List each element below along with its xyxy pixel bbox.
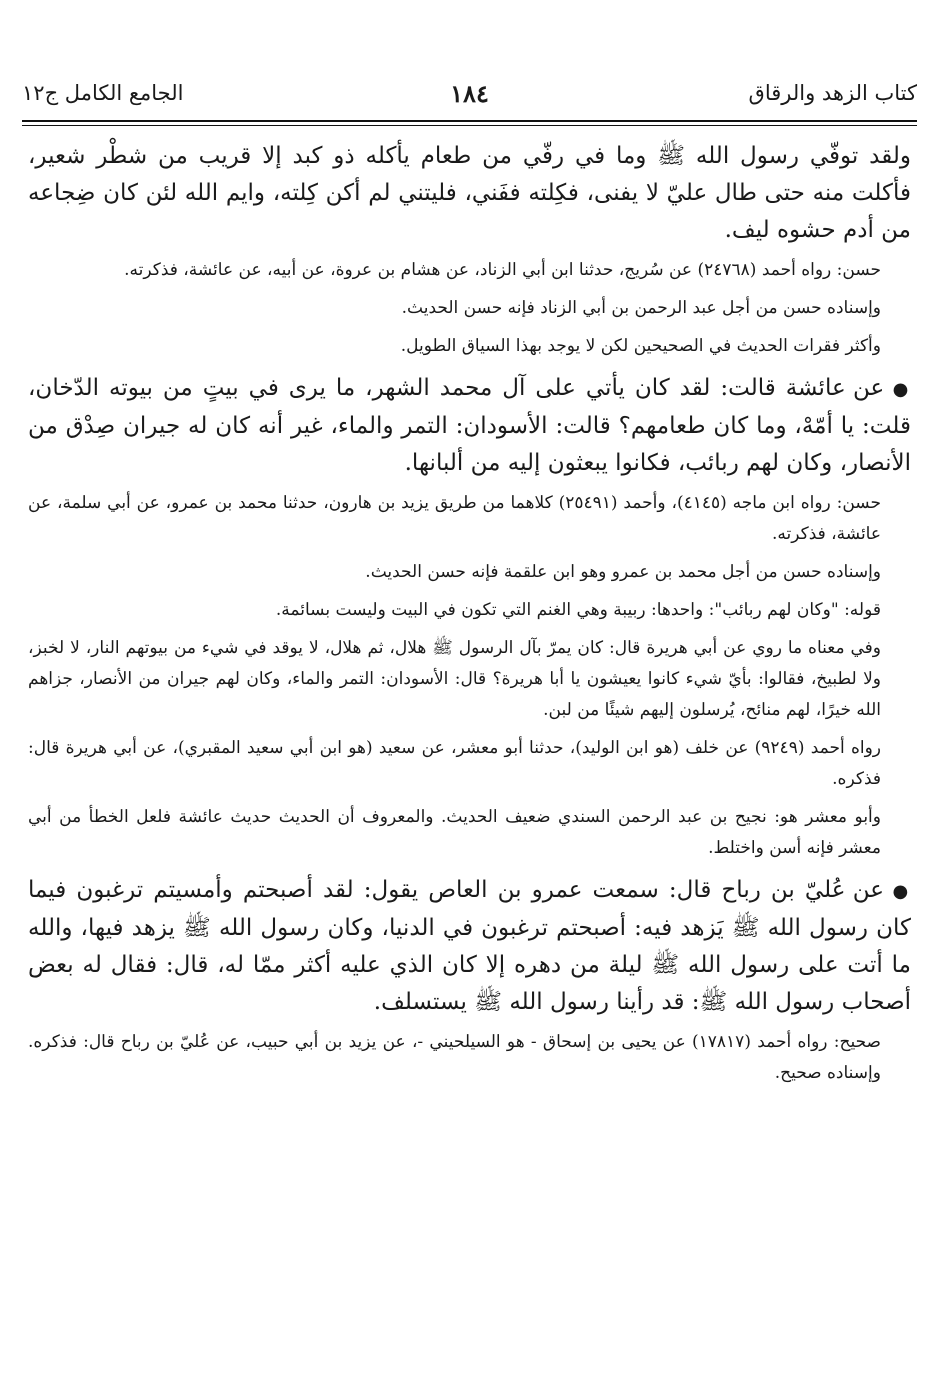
- takhrij-note: صحيح: رواه أحمد (١٧٨١٧) عن يحيى بن إسحاق - هو السيلحيني -، عن يزيد بن أبي حبيب، عن عُليّ بن رباح قال: فذكره. وإسناده صحيح.: [28, 1032, 881, 1083]
- takhrij-note: حسن: رواه ابن ماجه (٤١٤٥)، وأحمد (٢٥٤٩١) كلاهما من طريق يزيد بن هارون، حدثنا محمد بن عمرو، عن أبي سلمة، عن عائشة، فذكرته.: [28, 493, 881, 544]
- header-rule-thin: [22, 125, 917, 126]
- commentary-note: وأبو معشر هو: نجيح بن عبد الرحمن السندي ضعيف الحديث. والمعروف أن الحديث حديث عائشة فلعل الخطأ من أبي معشر فإنه أسن واختلط.: [28, 807, 881, 858]
- isnad-note: وإسناده حسن من أجل محمد بن عمرو وهو ابن علقمة فإنه حسن الحديث.: [365, 562, 881, 582]
- header-rule-thick: [22, 120, 917, 122]
- page-number: ١٨٤: [450, 78, 489, 108]
- page-body: [28, 130, 911, 1096]
- running-header: [22, 72, 917, 114]
- takhrij-note: رواه أحمد (٩٢٤٩) عن خلف (هو ابن الوليد)، حدثنا أبو معشر، عن سعيد (هو ابن أبي سعيد المقبري)، عن أبي هريرة قال: فذكره.: [28, 738, 881, 789]
- isnad-note: وإسناده حسن من أجل عبد الرحمن بن أبي الزناد فإنه حسن الحديث.: [401, 298, 881, 318]
- collection-volume-title: الجامع الكامل ج١٢: [22, 81, 184, 105]
- book-section-title: كتاب الزهد والرقاق: [748, 81, 917, 105]
- hadith-text: ● عن عُليّ بن رباح قال: سمعت عمرو بن العاص يقول: لقد أصبحتم وأمسيتم ترغبون فيما كان رسول الله ﷺ يَزهد فيه: أصبحتم ترغبون في الدنيا، وكان رسول الله ﷺ يزهد فيها، والله ما أتت على رسول الله ﷺ ليلة من دهره إلا كان الذي عليه أكثر ممّا له، قال: فقال له بعض أصحاب رسول الله ﷺ: قد رأينا رسول الله ﷺ يستسلف.: [28, 872, 911, 1021]
- takhrij-note: حسن: رواه أحمد (٢٤٧٦٨) عن سُريج، حدثنا ابن أبي الزناد، عن هشام بن عروة، عن أبيه، عن عائشة، فذكرته.: [124, 260, 881, 280]
- hadith-text: ولقد توفّي رسول الله ﷺ وما في رفّي من طعام يأكله ذو كبد إلا قريب من شطْر شعير، فأكلت منه حتى طال عليّ لا يفنى، فكِلته ففَني، فليتني لم أكن كِلته، وايم الله لئن كان ضِجاعه من أدم حشوه ليف.: [28, 143, 911, 243]
- hadith-text: ● عن عائشة قالت: لقد كان يأتي على آل محمد الشهر، ما يرى في بيتٍ من بيوته الدّخان، قلت: يا أمّهْ، وما كان طعامهم؟ قالت: الأسودان: التمر والماء، غير أنه كان له جيران صِدْق من الأنصار، وكان لهم ربائب، فكانوا يبعثون إليه من ألبانها.: [28, 370, 911, 482]
- commentary-note: وأكثر فقرات الحديث في الصحيحين لكن لا يوجد بهذا السياق الطويل.: [400, 336, 881, 356]
- commentary-note: قوله: "وكان لهم ربائب": واحدها: ربيبة وهي الغنم التي تكون في البيت وليست بسائمة.: [275, 600, 881, 620]
- commentary-note: وفي معناه ما روي عن أبي هريرة قال: كان يمرّ بآل الرسول ﷺ هلال، ثم هلال، لا يوقد في شيء من بيوتهم النار، لا لخبز، ولا لطبيخ، فقالوا: بأيّ شيء كانوا يعيشون يا أبا هريرة؟ قال: الأسودان: التمر والماء، وكان لهم جيران من الأنصار، جزاهم الله خيرًا، لهم منائح، يُرسلون إليهم شيئًا من لبن.: [28, 638, 881, 720]
